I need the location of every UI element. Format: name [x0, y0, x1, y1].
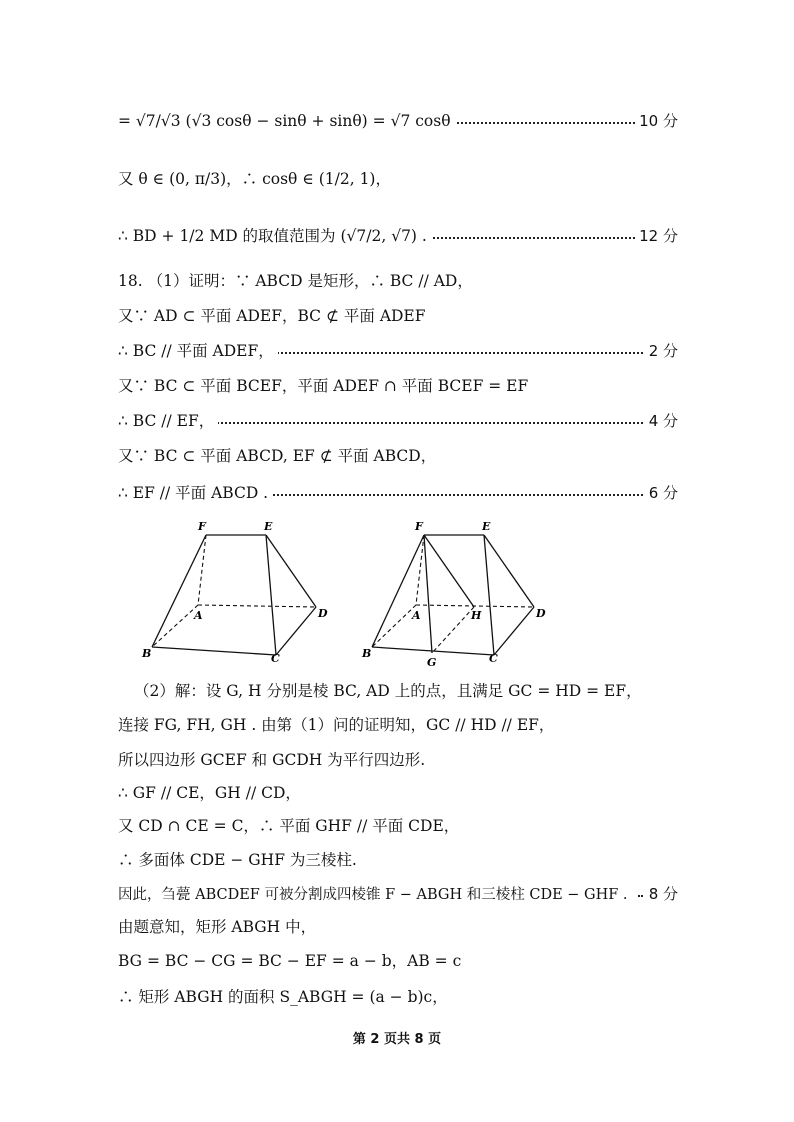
score-label: 6 分 [645, 482, 678, 504]
label-E: E [482, 520, 491, 533]
line-text: 又 θ ∈ (0, π/3)，∴ cosθ ∈ (1/2, 1)， [118, 168, 395, 190]
score-label: 12 分 [635, 225, 678, 247]
line-text: 又∵ AD ⊂ 平面 ADEF，BC ⊄ 平面 ADEF [118, 305, 430, 327]
edge-FG [424, 535, 432, 653]
page-footer: 第 2 页共 8 页 [352, 1032, 442, 1047]
text-line-1 [118, 110, 678, 132]
edge-FB [372, 535, 424, 647]
text-line-16 [118, 849, 678, 871]
label-A: A [412, 609, 421, 622]
text-line-5 [118, 305, 678, 327]
line-text: 又∵ BC ⊂ 平面 BCEF，平面 ADEF ∩ 平面 BCEF = EF [118, 375, 532, 397]
edge-AD [416, 605, 534, 607]
score-label: 4 分 [645, 410, 678, 432]
line-text: = √7/√3 (√3 cosθ − sinθ + sinθ) = √7 cosθ [118, 110, 455, 132]
line-text: 所以四边形 GCEF 和 GCDH 为平行四边形. [118, 749, 429, 771]
figure-1-polyhedron [138, 515, 338, 665]
label-C: C [271, 652, 280, 665]
edge-FA [198, 535, 206, 605]
label-C: C [489, 652, 498, 665]
label-B: B [362, 647, 372, 660]
label-G: G [427, 656, 437, 669]
figure-2-polyhedron [358, 515, 558, 670]
edge-EC [266, 535, 276, 655]
edge-EC [484, 535, 494, 655]
edge-ED [266, 535, 316, 607]
text-line-12 [118, 714, 678, 736]
line-text: ∴ BD + 1/2 MD 的取值范围为 (√7/2, √7) . [118, 225, 431, 247]
line-text: 又∵ BC ⊂ 平面 ABCD, EF ⊄ 平面 ABCD， [118, 445, 440, 467]
text-line-13 [118, 749, 678, 771]
label-E: E [264, 520, 273, 533]
text-line-20 [118, 986, 678, 1008]
text-line-11 [118, 680, 678, 702]
line-text: 因此，刍甍 ABCDEF 可被分割成四棱锥 F − ABGH 和三棱柱 CDE − GHF . [118, 884, 632, 906]
line-text: ∴ 多面体 CDE − GHF 为三棱柱. [118, 849, 361, 871]
edge-FH-solid [424, 535, 474, 607]
edge-AD [198, 605, 316, 607]
text-line-14 [118, 782, 678, 804]
text-line-15 [118, 815, 678, 837]
text-line-7 [118, 375, 678, 397]
edge-AB [152, 605, 198, 647]
score-label: 2 分 [645, 340, 678, 362]
label-B: B [142, 647, 152, 660]
score-label: 8 分 [645, 883, 678, 905]
line-text: BG = BC − CG = BC − EF = a − b，AB = c [118, 950, 465, 972]
text-line-3 [118, 225, 678, 247]
text-line-19 [118, 950, 678, 972]
label-H: H [471, 609, 482, 622]
text-line-17 [118, 883, 678, 906]
line-text: 又 CD ∩ CE = C，∴ 平面 GHF // 平面 CDE， [118, 815, 463, 837]
line-text: 连接 FG, FH, GH . 由第（1）问的证明知，GC // HD // EF， [118, 714, 558, 736]
edge-HG [432, 607, 474, 653]
line-text: ∴ BC // EF， [118, 410, 218, 432]
line-text: ∴ EF // 平面 ABCD . [118, 482, 272, 504]
score-label: 10 分 [635, 110, 678, 132]
label-D: D [318, 607, 328, 620]
line-text: （2）解：设 G, H 分别是棱 BC, AD 上的点，且满足 GC = HD = EF， [134, 680, 646, 702]
label-F: F [415, 520, 423, 533]
edge-CD [276, 607, 316, 655]
text-line-10 [118, 482, 678, 504]
edge-CD [494, 607, 534, 655]
edge-ED [484, 535, 534, 607]
text-line-4 [118, 270, 678, 292]
text-line-6 [118, 340, 678, 362]
edge-FB [152, 535, 206, 647]
edge-BC [152, 647, 276, 655]
line-text: ∴ 矩形 ABGH 的面积 S_ABGH = (a − b)c， [118, 986, 452, 1008]
label-D: D [536, 607, 546, 620]
line-text: ∴ BC // 平面 ADEF， [118, 340, 278, 362]
line-text: 18. （1）证明：∵ ABCD 是矩形，∴ BC // AD， [118, 270, 477, 292]
edge-BC [372, 647, 494, 655]
label-A: A [194, 609, 203, 622]
edge-AB [372, 605, 416, 647]
line-text: 由题意知，矩形 ABGH 中， [118, 916, 320, 938]
text-line-18 [118, 916, 678, 938]
text-line-2 [118, 168, 678, 190]
text-line-8 [118, 410, 678, 432]
label-F: F [198, 520, 206, 533]
edge-FA [416, 535, 424, 605]
line-text: ∴ GF // CE，GH // CD， [118, 782, 305, 804]
text-line-9 [118, 445, 678, 467]
